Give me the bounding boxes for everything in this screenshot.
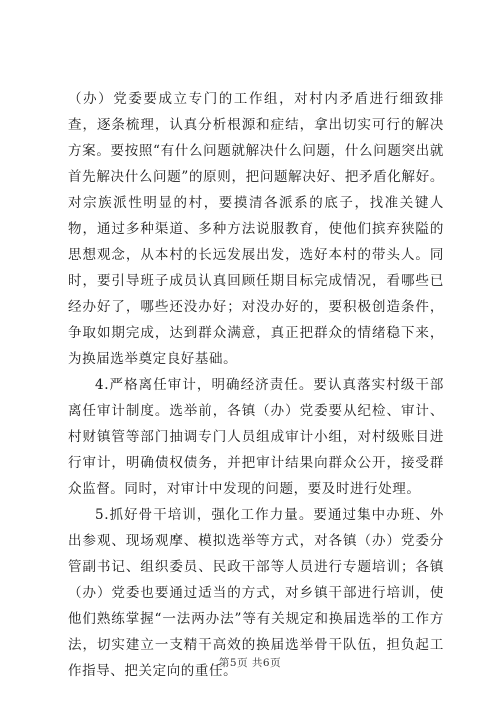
paragraph-item-5: 5.抓好骨干培训，强化工作力量。要通过集中办班、外出参观、现场观摩、模拟选举等方式，对各镇（办）党委分管副书记、组织委员、民政干部等人员进行专题培训；各镇（办）党委也要通过适当的方式，对乡镇干部进行培训，使他们熟练掌握“一法两办法”等有关规定和换届选举的工作方法，切实建立一支精干高效的换届选举骨干队伍，担负起工作指导、把关定向的重任。 [68,507,444,679]
paragraph-item-4: 4.严格离任审计，明确经济责任。要认真落实村级干部离任审计制度。选举前，各镇（办）党委要从纪检、审计、村财镇管等部门抽调专门人员组成审计小组，对村级账目进行审计，明确债权债务，并把审计结果向群众公开，接受群众监督。同时，对审计中发现的问题，要及时进行处理。 [68,377,444,497]
paragraph-continuation: （办）党委要成立专门的工作组，对村内矛盾进行细致排查，逐条梳理，认真分析根源和症结，拿出切实可行的解决方案。要按照“有什么问题就解决什么问题，什么问题突出就首先解决什么问题”的原则，把问题解决好、把矛盾化解好。对宗族派性明显的村，要摸清各派系的底子，找准关键人物，通过多种渠道、多种方法说服教育，使他们摈弃狭隘的思想观念，从本村的长远发展出发，选好本村的带头人。同时，要引导班子成员认真回顾任期目标完成情况，看哪些已经办好了，哪些还没办好；对没办好的，要积极创造条件，争取如期完成，达到群众满意，真正把群众的情绪稳下来，为换届选举奠定良好基础。 [68,91,444,367]
page-footer: 第5页 共6页 [218,657,282,669]
document-body [68,86,444,684]
